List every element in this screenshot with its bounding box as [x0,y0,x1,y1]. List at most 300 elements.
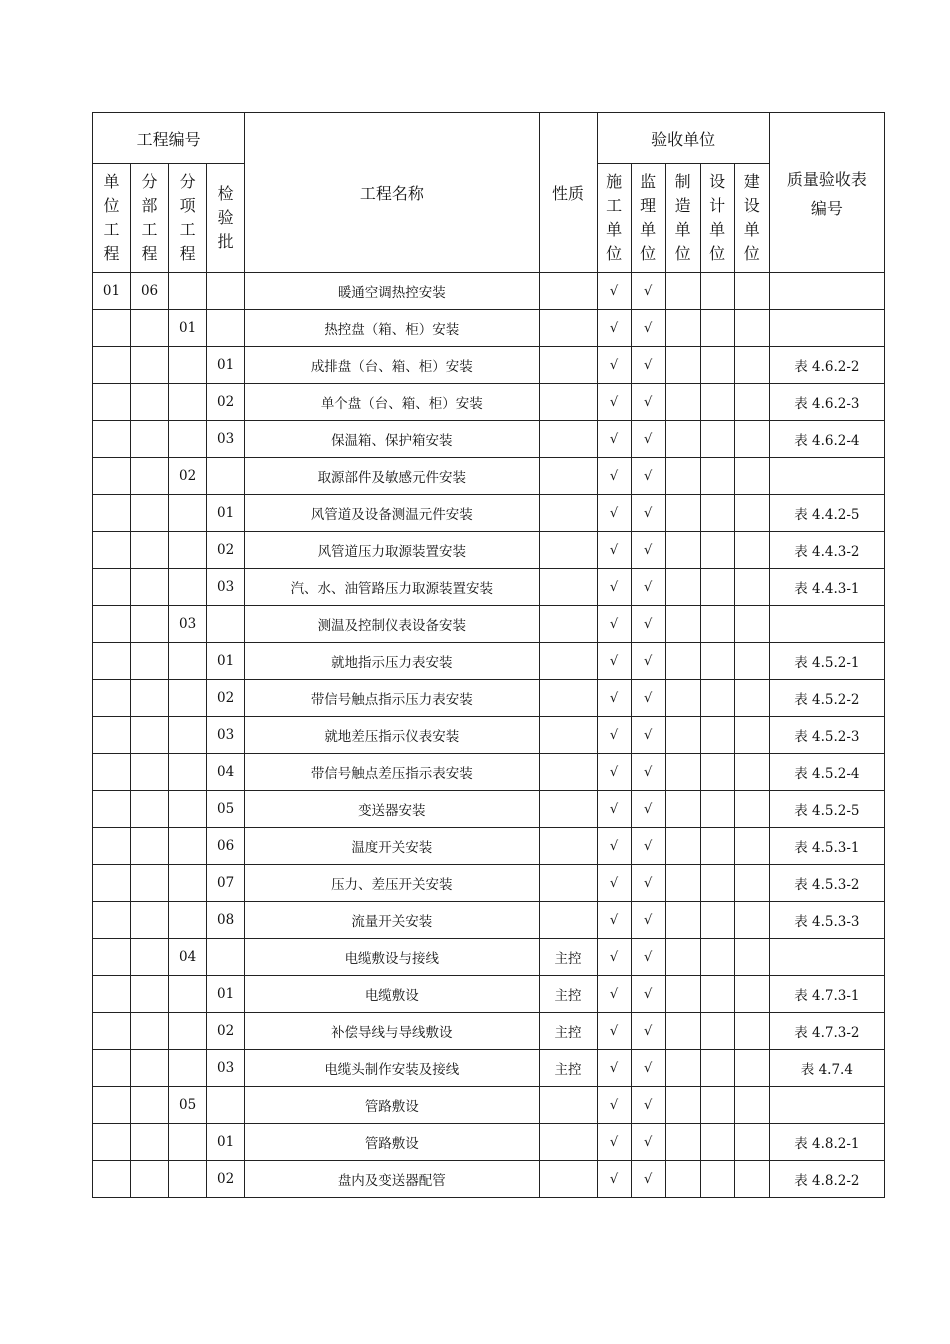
quality-form-header [769,113,884,273]
table-row [93,606,885,643]
unit-code-cell [93,1013,131,1050]
project-name-cell: 就地差压指示仪表安装 [245,717,539,754]
manufacturer-check-cell [665,310,700,347]
manufacturer-check-cell [665,273,700,310]
division-code-cell [131,1161,169,1198]
table-row [93,1087,885,1124]
unit-code-cell [93,1050,131,1087]
manufacturer-check-cell [665,976,700,1013]
owner-check-cell [734,310,769,347]
construction-check-cell: √ [597,310,631,347]
inspection-lot-header-char: 验 [217,208,234,227]
unit-project-header-char: 工 [103,220,120,239]
subitem-code-cell [169,1013,207,1050]
inspection-lot-header-char: 检 [217,184,234,203]
manufacturer-check-cell [665,1087,700,1124]
design-unit-header-char: 单 [709,220,726,239]
construction-check-cell: √ [597,606,631,643]
subitem-code-cell [169,1124,207,1161]
supervision-check-cell: √ [631,310,665,347]
owner-check-cell [734,1050,769,1087]
quality-form-cell: 表 4.5.3-2 [769,865,884,902]
manufacturer-check-cell [665,1161,700,1198]
lot-code-cell: 03 [207,717,245,754]
project-name-cell: 补偿导线与导线敷设 [245,1013,539,1050]
project-code-header: 工程编号 [93,113,245,164]
nature-cell [539,606,597,643]
subitem-code-cell [169,495,207,532]
design-check-cell [700,717,734,754]
subitem-project-header-char: 工 [179,220,196,239]
construction-check-cell: √ [597,532,631,569]
project-name-cell: 带信号触点指示压力表安装 [245,680,539,717]
construction-check-cell: √ [597,643,631,680]
division-code-cell [131,569,169,606]
quality-form-cell [769,606,884,643]
subitem-code-cell: 04 [169,939,207,976]
nature-cell: 主控 [539,976,597,1013]
quality-form-cell: 表 4.6.2-2 [769,347,884,384]
construction-check-cell: √ [597,273,631,310]
construction-check-cell: √ [597,1013,631,1050]
division-code-cell [131,939,169,976]
owner-check-cell [734,1161,769,1198]
unit-code-cell [93,754,131,791]
design-check-cell [700,421,734,458]
supervision-unit-header-char: 理 [640,196,657,215]
division-code-cell [131,680,169,717]
design-check-cell [700,273,734,310]
project-name-cell: 温度开关安装 [245,828,539,865]
unit-code-cell [93,643,131,680]
unit-project-header-char: 程 [103,244,120,263]
lot-code-cell [207,606,245,643]
table-row [93,865,885,902]
quality-form-cell: 表 4.8.2-2 [769,1161,884,1198]
construction-check-cell: √ [597,1161,631,1198]
subitem-code-cell [169,717,207,754]
construction-unit-header-char: 单 [606,220,623,239]
supervision-check-cell: √ [631,495,665,532]
project-name-cell: 电缆敷设 [245,976,539,1013]
design-unit-header-char: 计 [709,196,726,215]
unit-code-cell [93,495,131,532]
manufacturer-unit-header-char: 制 [674,172,691,191]
manufacturer-check-cell [665,828,700,865]
table-row [93,754,885,791]
quality-form-cell: 表 4.5.2-2 [769,680,884,717]
construction-check-cell: √ [597,902,631,939]
division-code-cell [131,1013,169,1050]
subitem-code-cell [169,976,207,1013]
design-check-cell [700,606,734,643]
design-check-cell [700,680,734,717]
quality-form-cell: 表 4.4.2-5 [769,495,884,532]
lot-code-cell [207,939,245,976]
quality-form-cell: 表 4.4.3-1 [769,569,884,606]
quality-form-cell: 表 4.7.4 [769,1050,884,1087]
subitem-code-cell [169,754,207,791]
nature-cell [539,717,597,754]
nature-cell [539,791,597,828]
manufacturer-unit-header-char: 位 [674,244,691,263]
owner-unit-header [734,164,769,273]
lot-code-cell: 03 [207,569,245,606]
owner-check-cell [734,754,769,791]
quality-form-cell: 表 4.5.2-4 [769,754,884,791]
construction-check-cell: √ [597,717,631,754]
table-row [93,976,885,1013]
table-row [93,680,885,717]
design-check-cell [700,1013,734,1050]
division-project-header-char: 部 [141,196,158,215]
division-code-cell [131,606,169,643]
manufacturer-check-cell [665,1013,700,1050]
lot-code-cell [207,273,245,310]
owner-check-cell [734,532,769,569]
subitem-code-cell [169,791,207,828]
subitem-code-cell [169,902,207,939]
manufacturer-check-cell [665,495,700,532]
nature-cell [539,273,597,310]
unit-code-cell [93,606,131,643]
lot-code-cell: 02 [207,384,245,421]
table-row [93,569,885,606]
supervision-check-cell: √ [631,902,665,939]
owner-check-cell [734,939,769,976]
construction-check-cell: √ [597,828,631,865]
supervision-check-cell: √ [631,791,665,828]
owner-check-cell [734,828,769,865]
project-name-cell: 热控盘（箱、柜）安装 [245,310,539,347]
project-name-header: 工程名称 [245,113,539,273]
manufacturer-check-cell [665,754,700,791]
design-check-cell [700,495,734,532]
subitem-code-cell [169,865,207,902]
unit-code-cell [93,1161,131,1198]
lot-code-cell [207,310,245,347]
supervision-check-cell: √ [631,347,665,384]
unit-code-cell [93,976,131,1013]
project-name-cell: 压力、差压开关安装 [245,865,539,902]
subitem-code-cell [169,643,207,680]
manufacturer-check-cell [665,939,700,976]
table-row [93,421,885,458]
subitem-code-cell [169,569,207,606]
lot-code-cell: 02 [207,680,245,717]
nature-cell [539,1161,597,1198]
table-row [93,643,885,680]
nature-cell [539,1124,597,1161]
design-check-cell [700,1050,734,1087]
lot-code-cell: 02 [207,1161,245,1198]
quality-form-cell: 表 4.4.3-2 [769,532,884,569]
construction-check-cell: √ [597,754,631,791]
supervision-check-cell: √ [631,754,665,791]
project-name-cell: 管路敷设 [245,1087,539,1124]
owner-check-cell [734,458,769,495]
division-code-cell [131,828,169,865]
inspection-lot-header-char: 批 [217,232,234,251]
table-body [93,273,885,1198]
design-check-cell [700,458,734,495]
unit-code-cell [93,569,131,606]
subitem-code-cell: 03 [169,606,207,643]
quality-form-cell [769,1087,884,1124]
design-unit-header-char: 位 [709,244,726,263]
owner-check-cell [734,273,769,310]
supervision-check-cell: √ [631,939,665,976]
table-row [93,902,885,939]
supervision-check-cell: √ [631,1050,665,1087]
design-check-cell [700,384,734,421]
project-name-cell: 电缆敷设与接线 [245,939,539,976]
table-row [93,384,885,421]
unit-code-cell [93,421,131,458]
subitem-project-header [169,164,207,273]
table-row [93,1050,885,1087]
subitem-code-cell [169,828,207,865]
subitem-code-cell: 05 [169,1087,207,1124]
project-name-cell: 电缆头制作安装及接线 [245,1050,539,1087]
nature-cell [539,1087,597,1124]
manufacturer-check-cell [665,606,700,643]
nature-cell [539,458,597,495]
unit-code-cell [93,717,131,754]
project-name-cell: 汽、水、油管路压力取源装置安装 [245,569,539,606]
lot-code-cell: 05 [207,791,245,828]
nature-cell [539,754,597,791]
table-row [93,1013,885,1050]
unit-code-cell [93,902,131,939]
division-code-cell [131,1124,169,1161]
table-row [93,791,885,828]
design-check-cell [700,643,734,680]
unit-code-cell: 01 [93,273,131,310]
supervision-check-cell: √ [631,976,665,1013]
inspection-lot-header [207,164,245,273]
construction-unit-header-char: 工 [606,196,623,215]
division-code-cell [131,495,169,532]
owner-check-cell [734,606,769,643]
quality-form-header-line-1: 质量验收表 [786,169,867,189]
owner-check-cell [734,421,769,458]
manufacturer-unit-header-char: 造 [674,196,691,215]
supervision-check-cell: √ [631,717,665,754]
unit-code-cell [93,828,131,865]
table-row [93,717,885,754]
owner-check-cell [734,680,769,717]
unit-code-cell [93,1124,131,1161]
manufacturer-check-cell [665,865,700,902]
unit-project-header [93,164,131,273]
table-row [93,532,885,569]
supervision-unit-header-char: 监 [640,172,657,191]
acceptance-units-header: 验收单位 [597,113,769,164]
division-code-cell [131,643,169,680]
nature-cell: 主控 [539,1013,597,1050]
lot-code-cell: 06 [207,828,245,865]
owner-check-cell [734,569,769,606]
lot-code-cell: 01 [207,976,245,1013]
construction-unit-header [597,164,631,273]
lot-code-cell [207,458,245,495]
quality-form-cell: 表 4.7.3-1 [769,976,884,1013]
nature-cell [539,643,597,680]
subitem-code-cell [169,384,207,421]
construction-check-cell: √ [597,865,631,902]
unit-project-header-char: 单 [103,172,120,191]
lot-code-cell: 02 [207,532,245,569]
manufacturer-check-cell [665,643,700,680]
table-row [93,828,885,865]
owner-check-cell [734,976,769,1013]
supervision-unit-header-char: 单 [640,220,657,239]
supervision-check-cell: √ [631,1124,665,1161]
project-name-cell: 管路敷设 [245,1124,539,1161]
project-name-cell: 暖通空调热控安装 [245,273,539,310]
subitem-project-header-char: 项 [179,196,196,215]
division-code-cell [131,347,169,384]
quality-form-cell: 表 4.6.2-3 [769,384,884,421]
construction-check-cell: √ [597,939,631,976]
unit-code-cell [93,939,131,976]
division-code-cell [131,791,169,828]
design-check-cell [700,976,734,1013]
owner-check-cell [734,1013,769,1050]
supervision-check-cell: √ [631,680,665,717]
subitem-project-header-char: 分 [179,172,196,191]
lot-code-cell: 04 [207,754,245,791]
construction-check-cell: √ [597,791,631,828]
supervision-check-cell: √ [631,828,665,865]
supervision-check-cell: √ [631,569,665,606]
lot-code-cell: 07 [207,865,245,902]
design-check-cell [700,1124,734,1161]
manufacturer-check-cell [665,791,700,828]
manufacturer-check-cell [665,1050,700,1087]
manufacturer-check-cell [665,458,700,495]
quality-form-cell: 表 4.6.2-4 [769,421,884,458]
construction-unit-header-char: 位 [606,244,623,263]
quality-form-cell: 表 4.5.2-1 [769,643,884,680]
manufacturer-check-cell [665,902,700,939]
division-code-cell [131,865,169,902]
nature-cell [539,532,597,569]
division-project-header [131,164,169,273]
project-name-cell: 就地指示压力表安装 [245,643,539,680]
nature-cell [539,310,597,347]
project-name-cell: 风管道压力取源装置安装 [245,532,539,569]
project-name-cell: 盘内及变送器配管 [245,1161,539,1198]
project-name-cell: 成排盘（台、箱、柜）安装 [245,347,539,384]
supervision-unit-header-char: 位 [640,244,657,263]
nature-cell [539,680,597,717]
table-row [93,939,885,976]
manufacturer-unit-header [665,164,700,273]
manufacturer-check-cell [665,1124,700,1161]
unit-code-cell [93,310,131,347]
owner-check-cell [734,717,769,754]
subitem-code-cell: 02 [169,458,207,495]
division-code-cell [131,717,169,754]
owner-check-cell [734,643,769,680]
construction-check-cell: √ [597,680,631,717]
lot-code-cell: 03 [207,1050,245,1087]
quality-form-cell [769,273,884,310]
nature-cell: 主控 [539,1050,597,1087]
unit-code-cell [93,1087,131,1124]
construction-check-cell: √ [597,421,631,458]
division-code-cell [131,1050,169,1087]
design-check-cell [700,791,734,828]
owner-check-cell [734,902,769,939]
manufacturer-unit-header-char: 单 [674,220,691,239]
nature-cell [539,569,597,606]
manufacturer-check-cell [665,532,700,569]
supervision-check-cell: √ [631,1013,665,1050]
table-row [93,1161,885,1198]
unit-code-cell [93,458,131,495]
construction-check-cell: √ [597,458,631,495]
design-check-cell [700,939,734,976]
supervision-check-cell: √ [631,1087,665,1124]
table-row [93,1124,885,1161]
subitem-code-cell [169,421,207,458]
design-check-cell [700,569,734,606]
nature-cell [539,828,597,865]
quality-form-cell: 表 4.5.2-5 [769,791,884,828]
design-check-cell [700,828,734,865]
lot-code-cell: 01 [207,1124,245,1161]
quality-form-cell [769,458,884,495]
nature-cell [539,421,597,458]
quality-form-cell: 表 4.5.3-1 [769,828,884,865]
construction-unit-header-char: 施 [606,172,623,191]
construction-check-cell: √ [597,569,631,606]
quality-form-cell: 表 4.5.3-3 [769,902,884,939]
division-project-header-char: 工 [141,220,158,239]
design-unit-header [700,164,734,273]
design-check-cell [700,1087,734,1124]
acceptance-table [92,112,885,1198]
design-check-cell [700,865,734,902]
division-code-cell [131,421,169,458]
manufacturer-check-cell [665,717,700,754]
owner-unit-header-char: 单 [743,220,760,239]
design-check-cell [700,532,734,569]
unit-code-cell [93,532,131,569]
lot-code-cell: 08 [207,902,245,939]
nature-cell [539,902,597,939]
manufacturer-check-cell [665,421,700,458]
subitem-code-cell: 01 [169,310,207,347]
subitem-code-cell [169,1161,207,1198]
supervision-check-cell: √ [631,643,665,680]
unit-code-cell [93,680,131,717]
subitem-code-cell [169,532,207,569]
quality-form-cell [769,939,884,976]
owner-unit-header-char: 设 [743,196,760,215]
manufacturer-check-cell [665,384,700,421]
quality-form-cell [769,310,884,347]
project-name-cell: 流量开关安装 [245,902,539,939]
manufacturer-check-cell [665,680,700,717]
supervision-check-cell: √ [631,865,665,902]
construction-check-cell: √ [597,384,631,421]
owner-check-cell [734,347,769,384]
lot-code-cell: 01 [207,643,245,680]
